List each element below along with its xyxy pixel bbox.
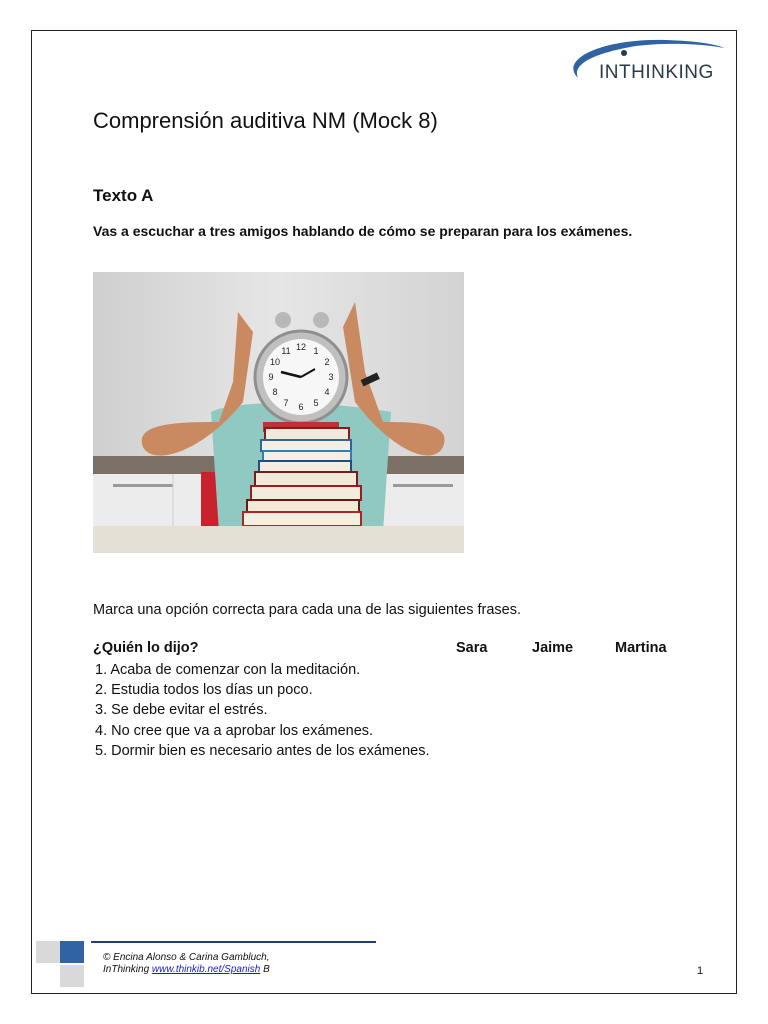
- clock-numeral: 4: [324, 387, 330, 397]
- student-clock-books-photo: [93, 272, 464, 553]
- statement-1: 1. Acaba de comenzar con la meditación.: [95, 662, 361, 678]
- footer-credits: [103, 952, 270, 976]
- column-header-martina: Martina: [615, 640, 667, 656]
- statement-5: 5. Dormir bien es necesario antes de los exámenes.: [95, 742, 430, 759]
- question-header: ¿Quién lo dijo?: [93, 640, 199, 656]
- footer-square-blue: [60, 941, 84, 963]
- clock-numeral: 2: [324, 357, 330, 367]
- footer-prefix: InThinking: [103, 964, 152, 975]
- clock-numeral: 11: [281, 346, 291, 356]
- clock-numeral: 8: [272, 387, 278, 397]
- statement-list: [95, 660, 429, 761]
- clock-numeral: 5: [313, 398, 319, 408]
- clock-numeral: 10: [269, 357, 281, 367]
- page-number: 1: [697, 965, 704, 977]
- statement-4: 4. No cree que va a aprobar los exámenes.: [95, 722, 374, 739]
- intro-text: Vas a escuchar a tres amigos hablando de cómo se preparan para los exámenes.: [93, 223, 633, 239]
- section-heading: Texto A: [93, 186, 154, 205]
- page-title: Comprensión auditiva NM (Mock 8): [93, 108, 438, 133]
- clock-numeral: 6: [298, 402, 304, 412]
- footer-suffix: B: [260, 964, 270, 975]
- logo-text: INTHINKING: [599, 62, 714, 83]
- clock-numeral: 3: [328, 372, 334, 382]
- statement-3: 3. Se debe evitar el estrés.: [95, 702, 268, 719]
- footer-square-grey-1: [36, 941, 60, 963]
- column-header-jaime: Jaime: [532, 640, 574, 656]
- clock-numeral: 1: [313, 346, 319, 356]
- clock-numeral: 12: [295, 342, 307, 352]
- footer-copyright: © Encina Alonso & Carina Gambluch,: [103, 952, 270, 963]
- instruction-text: Marca una opción correcta para cada una de las siguientes frases.: [93, 602, 521, 618]
- footer-rule: [91, 941, 376, 943]
- column-header-sara: Sara: [456, 640, 488, 656]
- footer-square-grey-2: [60, 965, 84, 987]
- clock-numeral: 9: [268, 372, 274, 382]
- footer-source-line: [103, 964, 270, 976]
- statement-2: 2. Estudia todos los días un poco.: [95, 682, 313, 699]
- footer-link[interactable]: www.thinkib.net/Spanish: [151, 964, 261, 975]
- clock-numeral: 7: [283, 398, 289, 408]
